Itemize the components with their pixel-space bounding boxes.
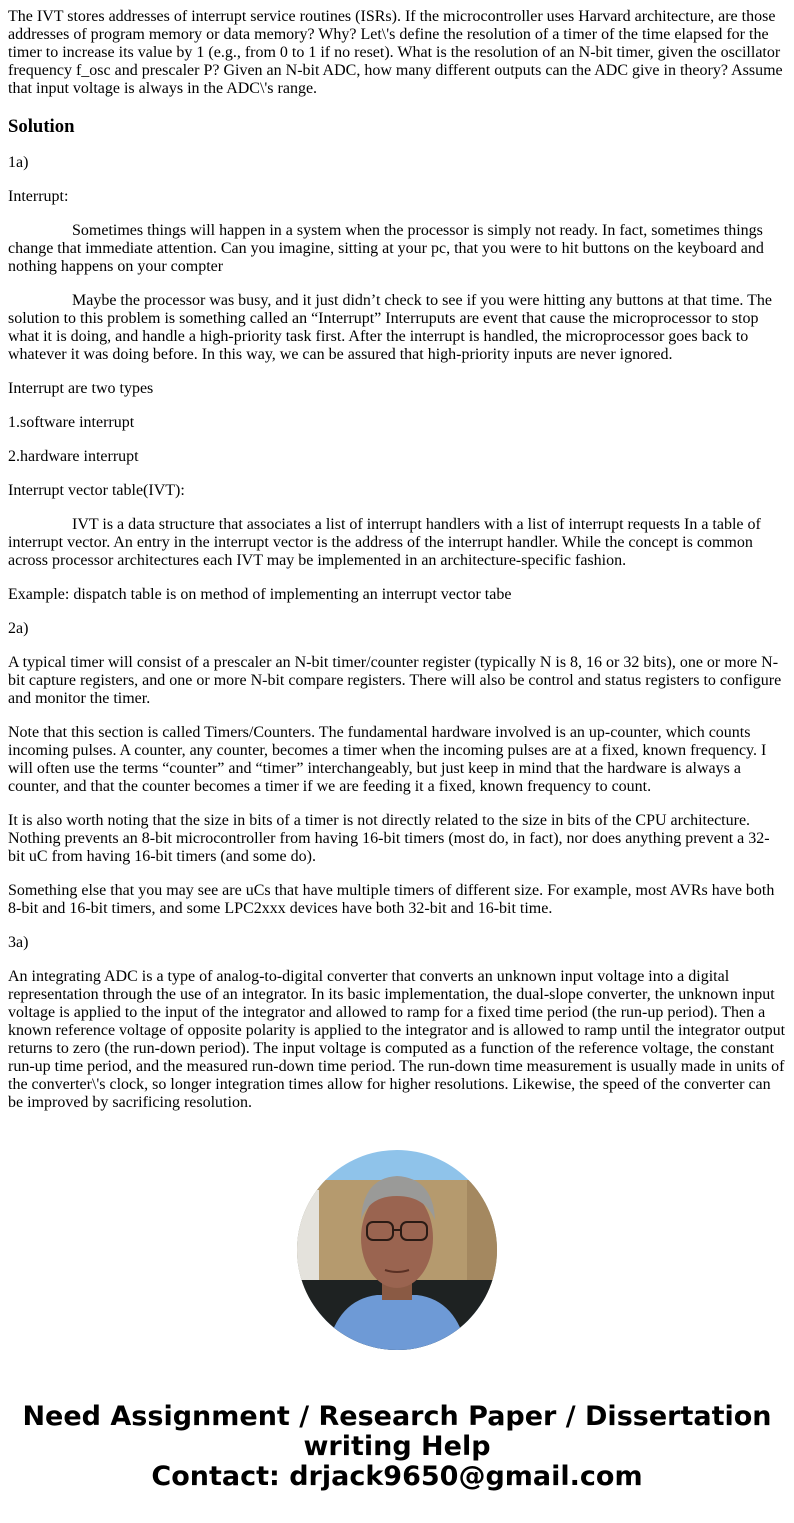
banner-headline: Need Assignment / Research Paper / Dissertation writing Help <box>22 1401 772 1462</box>
solution-paragraph: A typical timer will consist of a prescaler an N-bit timer/counter register (typically N is 8, 16 or 32 bits), one or more N-bit capture registers, and one or more N-bit compare registers. There will also be control and status registers to configure and monitor the timer. <box>8 654 782 707</box>
contact-banner <box>0 1402 794 1492</box>
contact-email: Contact: drjack9650@gmail.com <box>151 1461 643 1492</box>
solution-paragraph: 1a) <box>8 154 29 171</box>
solution-paragraph: Something else that you may see are uCs that have multiple timers of different size. For example, most AVRs have both 8-bit and 16-bit timers, and some LPC2xxx devices have both 32-bit and 16-bit time. <box>8 882 775 917</box>
author-photo <box>297 1150 497 1350</box>
solution-paragraph: 2a) <box>8 620 29 637</box>
solution-paragraph: 1.software interrupt <box>8 414 135 431</box>
solution-paragraph: Note that this section is called Timers/Counters. The fundamental hardware involved is an up-counter, which counts incoming pulses. A counter, any counter, becomes a timer when the incoming pulses are at a fixed, known frequency. I will often use the terms “counter” and “timer” interchangeably, but just keep in mind that the hardware is always a counter, and that the counter becomes a timer if we are feeding it a fixed, known frequency to count. <box>8 724 767 795</box>
solution-paragraph: Sometimes things will happen in a system when the processor is simply not ready. In fact, sometimes things change that immediate attention. Can you imagine, sitting at your pc, that you were to hit buttons on the keyboard and nothing happens on your compter <box>8 222 764 275</box>
solution-paragraph: Interrupt: <box>8 188 69 205</box>
question-text: The IVT stores addresses of interrupt service routines (ISRs). If the microcontroller uses Harvard architecture, are those addresses of program memory or data memory? Why? Let\'s define the resolution of a timer of the time elapsed for the timer to increase its value by 1 (e.g., from 0 to 1 if no reset). What is the resolution of an N-bit timer, given the oscillator frequency f_osc and prescaler P? Given an N-bit ADC, how many different outputs can the ADC give in theory? Assume that input voltage is always in the ADC\'s range. <box>8 8 783 97</box>
solution-paragraph: 2.hardware interrupt <box>8 448 139 465</box>
solution-paragraph: 3a) <box>8 934 29 951</box>
solution-paragraph: Example: dispatch table is on method of implementing an interrupt vector tabe <box>8 586 512 603</box>
solution-paragraph: Maybe the processor was busy, and it just didn’t check to see if you were hitting any buttons at that time. The solution to this problem is something called an “Interrupt” Interruputs are event that cause the microprocessor to stop what it is doing, and handle a high-priority task first. After the interrupt is handled, the microprocessor goes back to whatever it was doing before. In this way, we can be assured that high-priority inputs are never ignored. <box>8 292 772 363</box>
solution-paragraph: It is also worth noting that the size in bits of a timer is not directly related to the size in bits of the CPU architecture. Nothing prevents an 8-bit microcontroller from having 16-bit timers (most do, in fact), nor does anything prevent a 32-bit uC from having 16-bit timers (and some do). <box>8 812 770 865</box>
solution-paragraph: IVT is a data structure that associates a list of interrupt handlers with a list of interrupt requests In a table of interrupt vector. An entry in the interrupt vector is the address of the interrupt handler. While the concept is common across processor architectures each IVT may be implemented in an architecture-specific fashion. <box>8 516 761 569</box>
author-photo-container <box>0 1150 794 1350</box>
solution-paragraph: Interrupt are two types <box>8 380 154 397</box>
solution-body <box>8 154 786 1112</box>
solution-paragraph: Interrupt vector table(IVT): <box>8 482 185 499</box>
solution-paragraph: An integrating ADC is a type of analog-to-digital converter that converts an unknown input voltage into a digital representation through the use of an integrator. In its basic implementation, the dual-slope converter, the unknown input voltage is applied to the input of the integrator and allowed to ramp for a fixed time period (the run-up period). Then a known reference voltage of opposite polarity is applied to the integrator and is allowed to ramp until the integrator output returns to zero (the run-down period). The input voltage is computed as a function of the reference voltage, the constant run-up time period, and the measured run-down time period. The run-down time measurement is usually made in units of the converter\'s clock, so longer integration times allow for higher resolutions. Likewise, the speed of the converter can be improved by sacrificing resolution. <box>8 968 786 1111</box>
solution-heading: Solution <box>8 116 75 137</box>
